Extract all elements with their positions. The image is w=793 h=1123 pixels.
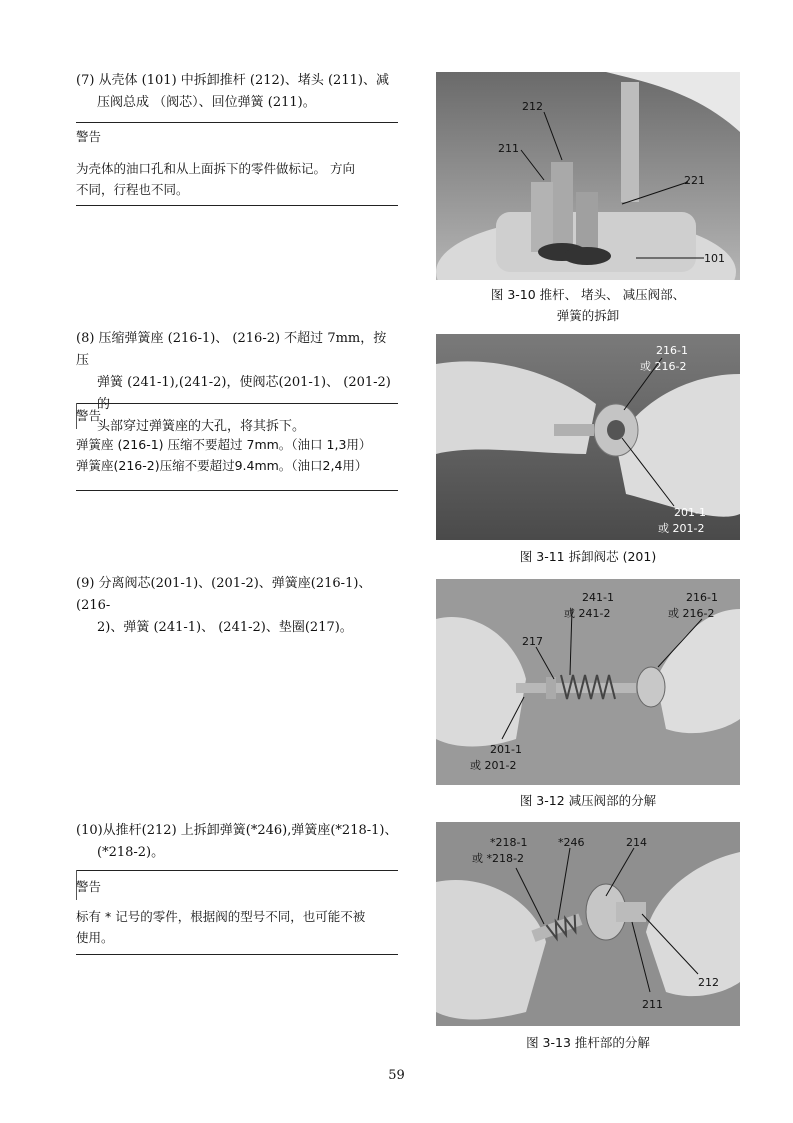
step-7 <box>76 70 398 114</box>
fig13-label-211: 211 <box>642 998 663 1011</box>
step-8 <box>76 328 398 438</box>
warning-3-bottom-rule <box>76 954 398 955</box>
warning-1-line-1: 为壳体的油口孔和从上面拆下的零件做标记。 方向 <box>76 161 355 176</box>
warning-1-body <box>76 158 398 200</box>
step-10-line-2: (*218-2)。 <box>97 845 165 860</box>
warning-2-body <box>76 434 398 476</box>
fig13-label-218-1: *218-1 <box>490 836 528 849</box>
fig11-label-216-1: 216-1 <box>656 344 688 357</box>
step-9-line-2: 2)、弹簧 (241-1)、 (241-2)、垫圈(217)。 <box>97 620 353 635</box>
figure-3-11-photo <box>436 334 740 540</box>
warning-3-title: 警告 <box>76 879 102 894</box>
fig13-label-212: 212 <box>698 976 719 989</box>
step-8-line-2: 弹簧 (241-1),(241-2)，使阀芯(201-1)、 (201-2)的 <box>97 375 391 412</box>
figure-3-12-photo <box>436 579 740 785</box>
step-10 <box>76 820 398 864</box>
fig11-label-201-2: 或 201-2 <box>658 522 705 535</box>
figure-3-13-caption <box>436 1032 740 1053</box>
warning-1-line-2: 不同，行程也不同。 <box>76 182 189 197</box>
warning-3-line-2: 使用。 <box>76 930 114 945</box>
figure-3-12-caption-line-1: 图 3-12 减压阀部的分解 <box>519 793 657 808</box>
warning-2-line-2: 弹簧座(216-2)压缩不要超过9.4mm。（油口2,4用） <box>76 458 368 473</box>
figure-3-12-caption <box>436 790 740 811</box>
figure-3-10-photo <box>436 72 740 280</box>
fig13-label-214: 214 <box>626 836 647 849</box>
fig12-label-216-2: 或 216-2 <box>668 607 715 620</box>
figure-3-10-caption <box>436 284 740 326</box>
warning-2-title: 警告 <box>76 408 102 423</box>
figure-3-11-caption <box>436 546 740 567</box>
figure-3-13-caption-line-1: 图 3-13 推杆部的分解 <box>526 1035 650 1050</box>
fig10-label-211: 211 <box>498 142 519 155</box>
figure-3-10-caption-line-1: 图 3-10 推杆、 堵头、 减压阀部、 <box>490 287 686 302</box>
page-number: 59 <box>388 1068 405 1083</box>
step-9-line-1: (9) 分离阀芯(201-1)、(201-2)、弹簧座(216-1)、(216- <box>76 576 372 613</box>
fig11-label-201-1: 201-1 <box>674 506 706 519</box>
warning-1-bottom-rule <box>76 205 398 206</box>
figure-3-11-caption-line-1: 图 3-11 拆卸阀芯 (201) <box>519 549 657 564</box>
step-7-line-1: (7) 从壳体 (101) 中拆卸推杆 (212)、堵头 (211)、减 <box>76 73 389 88</box>
figure-3-13-photo <box>436 822 740 1026</box>
step-8-line-1: (8) 压缩弹簧座 (216-1)、 (216-2) 不超过 7mm，按压 <box>76 331 387 368</box>
step-8-line-3: 头部穿过弹簧座的大孔，将其拆下。 <box>97 419 306 434</box>
figure-3-10-caption-line-2: 弹簧的拆卸 <box>556 308 620 323</box>
warning-2-line-1: 弹簧座 (216-1) 压缩不要超过 7mm。（油口 1,3用） <box>76 437 372 452</box>
warning-3-body <box>76 906 398 948</box>
step-9 <box>76 573 398 639</box>
fig13-label-246: *246 <box>558 836 585 849</box>
step-10-line-1: (10)从推杆(212) 上拆卸弹簧(*246),弹簧座(*218-1)、 <box>76 823 398 838</box>
fig13-label-218-2: 或 *218-2 <box>472 852 524 865</box>
fig12-label-241-2: 或 241-2 <box>564 607 611 620</box>
warning-3-top-rule <box>76 870 398 871</box>
warning-2-bottom-rule <box>76 490 398 491</box>
warning-1-title: 警告 <box>76 129 102 144</box>
warning-2-top-rule <box>76 403 398 404</box>
fig10-label-221: 221 <box>684 174 705 187</box>
fig12-label-216-1: 216-1 <box>686 591 718 604</box>
fig10-label-212: 212 <box>522 100 543 113</box>
warning-3-line-1: 标有 * 记号的零件，根据阀的型号不同，也可能不被 <box>76 909 366 924</box>
fig12-label-217: 217 <box>522 635 543 648</box>
fig10-label-101: 101 <box>704 252 725 265</box>
step-7-line-2: 压阀总成 （阀芯）、回位弹簧 (211)。 <box>97 95 316 110</box>
warning-1-top-rule <box>76 122 398 123</box>
fig11-label-216-2: 或 216-2 <box>640 360 687 373</box>
fig12-label-201-1: 201-1 <box>490 743 522 756</box>
fig12-label-201-2: 或 201-2 <box>470 759 517 772</box>
fig12-label-241-1: 241-1 <box>582 591 614 604</box>
